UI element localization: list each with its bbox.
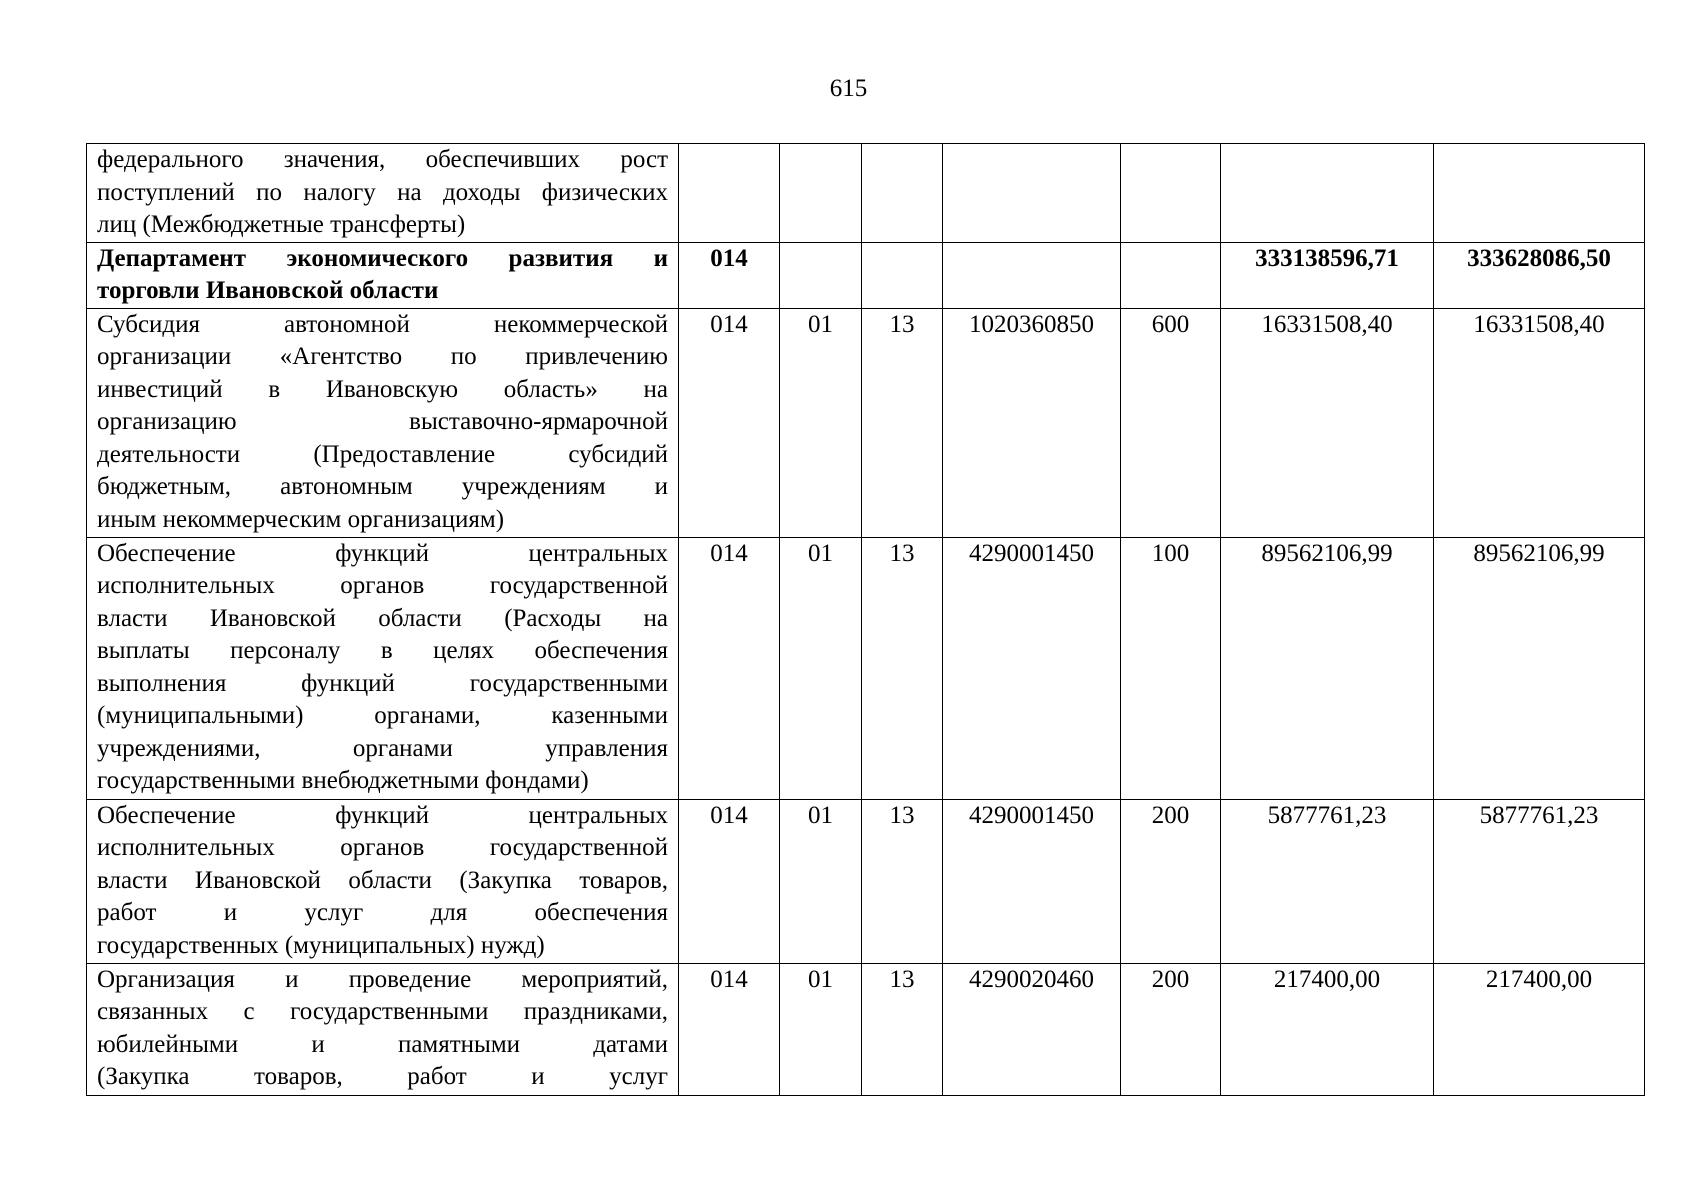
budget-table <box>86 143 1645 1096</box>
subsection-code-cell: 13 <box>862 799 943 963</box>
amount-year2-cell: 333628086,50 <box>1434 242 1645 308</box>
amount-year1-cell: 217400,00 <box>1221 963 1434 1095</box>
last-line: государственными внебюджетными фондами) <box>97 767 589 794</box>
amount-year2-cell: 5877761,23 <box>1434 799 1645 963</box>
subsection-code-cell: 13 <box>862 963 943 1095</box>
target-article-cell: 4290001450 <box>943 799 1121 963</box>
expense-type-cell: 200 <box>1121 799 1221 963</box>
admin-code-cell: 014 <box>679 242 780 308</box>
row-description: Департамент экономического развития и торговли Ивановской области <box>87 242 679 308</box>
table-row <box>87 242 1645 308</box>
amount-year1-cell: 89562106,99 <box>1221 537 1434 799</box>
subsection-code-cell <box>862 144 943 243</box>
section-code-cell <box>780 144 862 243</box>
amount-year1-cell: 16331508,40 <box>1221 308 1434 537</box>
section-code-cell <box>780 242 862 308</box>
table-row <box>87 537 1645 799</box>
expense-type-cell: 600 <box>1121 308 1221 537</box>
expense-type-cell <box>1121 242 1221 308</box>
target-article-cell <box>943 144 1121 243</box>
amount-year2-cell: 89562106,99 <box>1434 537 1645 799</box>
table-row <box>87 963 1645 1095</box>
target-article-cell: 4290020460 <box>943 963 1121 1095</box>
page-number: 615 <box>829 75 868 102</box>
last-line: государственных (муниципальных) нужд) <box>97 931 545 959</box>
table-row <box>87 799 1645 963</box>
target-article-cell: 4290001450 <box>943 537 1121 799</box>
table-row <box>87 144 1645 243</box>
section-code-cell: 01 <box>780 308 862 537</box>
row-description: Субсидия автономной некоммерческой организации «Агентство по привлечению инвестиций в Ивановскую область» на организацию выставочно-ярмарочной деятельности (Предоставление субсидий бюджетным, автономным учреждениям и иным некоммерческим организациям) <box>87 308 679 537</box>
row-description: федерального значения, обеспечивших рост поступлений по налогу на доходы физических лиц (Межбюджетные трансферты) <box>87 144 679 243</box>
target-article-cell: 1020360850 <box>943 308 1121 537</box>
amount-year1-cell: 5877761,23 <box>1221 799 1434 963</box>
amount-year2-cell <box>1434 144 1645 243</box>
subsection-code-cell: 13 <box>862 537 943 799</box>
expense-type-cell <box>1121 144 1221 243</box>
last-line: торговли Ивановской области <box>97 277 439 304</box>
expense-type-cell: 100 <box>1121 537 1221 799</box>
table-row <box>87 308 1645 537</box>
amount-year1-cell: 333138596,71 <box>1221 242 1434 308</box>
subsection-code-cell: 13 <box>862 308 943 537</box>
row-description: Обеспечение функций центральных исполнительных органов государственной власти Ивановской области (Закупка товаров, работ и услуг для обеспечения государственных (муниципальных) нужд) <box>87 799 679 963</box>
target-article-cell <box>943 242 1121 308</box>
section-code-cell: 01 <box>780 963 862 1095</box>
section-code-cell: 01 <box>780 537 862 799</box>
subsection-code-cell <box>862 242 943 308</box>
section-code-cell: 01 <box>780 799 862 963</box>
admin-code-cell: 014 <box>679 308 780 537</box>
expense-type-cell: 200 <box>1121 963 1221 1095</box>
last-line: лиц (Межбюджетные трансферты) <box>97 211 466 238</box>
last-line: иным некоммерческим организациям) <box>97 505 505 533</box>
amount-year2-cell: 217400,00 <box>1434 963 1645 1095</box>
row-description: Организация и проведение мероприятий, связанных с государственными праздниками, юбилейными и памятными датами (Закупка товаров, работ и услуг <box>87 963 679 1095</box>
amount-year1-cell <box>1221 144 1434 243</box>
amount-year2-cell: 16331508,40 <box>1434 308 1645 537</box>
row-description: Обеспечение функций центральных исполнительных органов государственной власти Ивановской области (Расходы на выплаты персоналу в целях обеспечения выполнения функций государственными (муниципальными) органами, казенными учреждениями, органами управления государственными внебюджетными фондами) <box>87 537 679 799</box>
admin-code-cell: 014 <box>679 963 780 1095</box>
admin-code-cell: 014 <box>679 537 780 799</box>
admin-code-cell <box>679 144 780 243</box>
admin-code-cell: 014 <box>679 799 780 963</box>
